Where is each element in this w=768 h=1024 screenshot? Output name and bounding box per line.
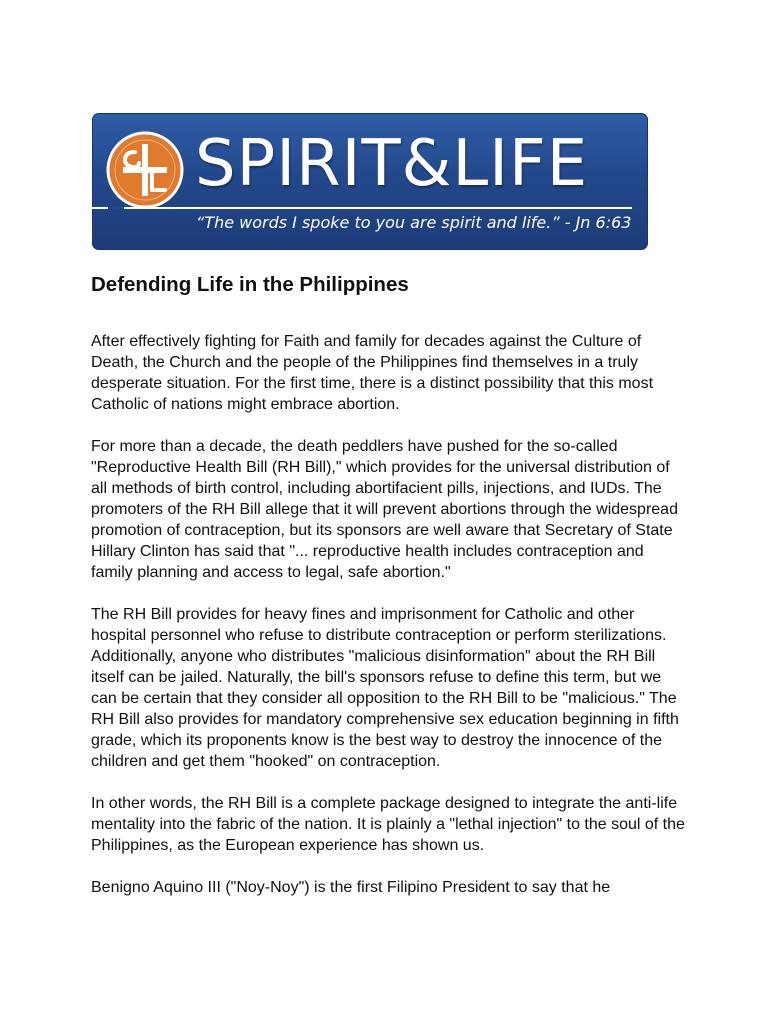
banner-divider [92, 207, 632, 209]
document-title: Defending Life in the Philippines [91, 273, 409, 296]
banner-divider-gap [108, 207, 124, 209]
paragraph: In other words, the RH Bill is a complete package designed to integrate the anti-life mentality into the fabric of the nation. It is plainly a "lethal injection" to the soul of the Philippines, as the European experience has shown us. [91, 795, 685, 854]
spirit-and-life-banner [92, 113, 648, 250]
paragraph: Benigno Aquino III ("Noy-Noy") is the first Filipino President to say that he [91, 879, 611, 896]
paragraph: The RH Bill provides for heavy fines and imprisonment for Catholic and other hospital personnel who refuse to distribute contraception or perform sterilizations. Additionally, anyone who distributes "malicious disinformation" about the RH Bill itself can be jailed. Naturally, the bill's sponsors refuse to define this term, but we can be certain that they consider all opposition to the RH Bill to be "malicious." The RH Bill also provides for mandatory comprehensive sex education beginning in fifth grade, which its proponents know is the best way to destroy the innocence of the children and get them "hooked" on contraception. [91, 606, 679, 770]
spirit-and-life-logo-icon [105, 130, 185, 210]
paragraph: For more than a decade, the death peddlers have pushed for the so-called "Reproductive Health Bill (RH Bill)," which provides for the universal distribution of all methods of birth control, including abortifacient pills, injections, and IUDs. The promoters of the RH Bill allege that it will prevent abortions through the widespread promotion of contraception, but its sponsors are well aware that Secretary of State Hillary Clinton has said that "... reproductive health includes contraception and family planning and access to legal, safe abortion." [91, 438, 678, 581]
article-body [91, 331, 687, 898]
banner-title: SPIRIT&LIFE [195, 127, 589, 201]
banner-tagline: “The words I spoke to you are spirit and life.” - Jn 6:63 [196, 213, 632, 232]
paragraph: After effectively fighting for Faith and family for decades against the Culture of Death, the Church and the people of the Philippines find themselves in a truly desperate situation. For the first time, there is a distinct possibility that this most Catholic of nations might embrace abortion. [91, 333, 654, 413]
